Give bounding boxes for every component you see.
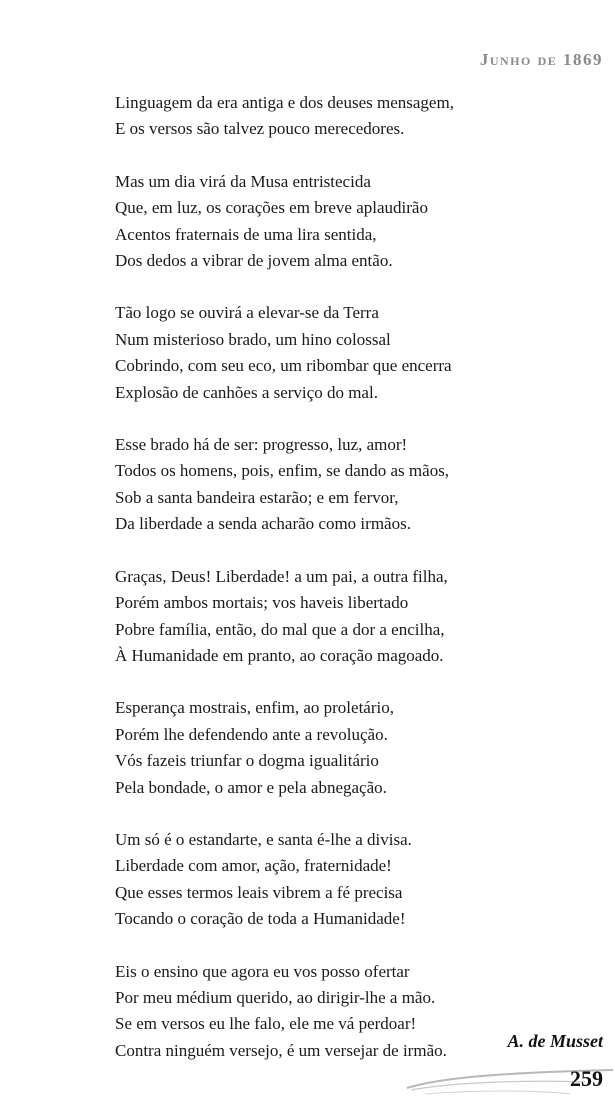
verse-line: Que esses termos leais vibrem a fé precisa — [115, 882, 403, 902]
verse-line: Graças, Deus! Liberdade! a um pai, a outra filha, — [115, 566, 448, 586]
stanza — [115, 300, 555, 406]
verse-line: Contra ninguém versejo, é um versejar de irmão. — [115, 1040, 447, 1060]
verse-line: À Humanidade em pranto, ao coração magoado. — [115, 645, 444, 665]
verse-line: Eis o ensino que agora eu vos posso ofertar — [115, 961, 410, 981]
verse-line: Se em versos eu lhe falo, ele me vá perdoar! — [115, 1014, 417, 1034]
verse-line: Esperança mostrais, enfim, ao proletário, — [115, 698, 394, 718]
verse-line: Porém ambos mortais; vos haveis libertado — [115, 593, 409, 613]
verse-line: Porém lhe defendendo ante a revolução. — [115, 724, 388, 744]
stanza — [115, 959, 555, 1065]
verse-line: Vós fazeis triunfar o dogma igualitário — [115, 751, 379, 771]
verse-line: Tocando o coração de toda a Humanidade! — [115, 909, 406, 929]
stanza — [115, 695, 555, 801]
verse-line: Pela bondade, o amor e pela abnegação. — [115, 777, 387, 797]
verse-line: Tão logo se ouvirá a elevar-se da Terra — [115, 303, 379, 323]
poem — [115, 90, 555, 1090]
verse-line: Por meu médium querido, ao dirigir-lhe a mão. — [115, 987, 436, 1007]
stanza — [115, 827, 555, 933]
verse-line: Cobrindo, com seu eco, um ribombar que encerra — [115, 356, 452, 376]
stanza — [115, 90, 555, 143]
verse-line: Linguagem da era antiga e dos deuses mensagem, — [115, 93, 454, 112]
verse-line: E os versos são talvez pouco merecedores. — [115, 119, 405, 139]
verse-line: Da liberdade a senda acharão como irmãos. — [115, 514, 411, 534]
verse-line: Um só é o estandarte, e santa é-lhe a divisa. — [115, 829, 412, 849]
stanza — [115, 169, 555, 275]
verse-line: Sob a santa bandeira estarão; e em fervor, — [115, 487, 399, 507]
signature: A. de Musset — [507, 1031, 603, 1051]
running-head: Junho de 1869 — [479, 50, 603, 69]
verse-line: Que, em luz, os corações em breve aplaudirão — [115, 198, 428, 218]
verse-line: Mas um dia virá da Musa entristecida — [115, 171, 371, 191]
stanza — [115, 432, 555, 538]
verse-line: Liberdade com amor, ação, fraternidade! — [115, 856, 392, 876]
verse-line: Num misterioso brado, um hino colossal — [115, 329, 391, 349]
verse-line: Pobre família, então, do mal que a dor a encilha, — [115, 619, 445, 639]
stanza — [115, 564, 555, 670]
verse-line: Explosão de canhões a serviço do mal. — [115, 382, 378, 402]
verse-line: Todos os homens, pois, enfim, se dando as mãos, — [115, 461, 450, 481]
page-number: 259 — [570, 1066, 603, 1091]
verse-line: Acentos fraternais de uma lira sentida, — [115, 224, 377, 244]
verse-line: Esse brado há de ser: progresso, luz, amor! — [115, 435, 408, 455]
verse-line: Dos dedos a vibrar de jovem alma então. — [115, 251, 393, 271]
